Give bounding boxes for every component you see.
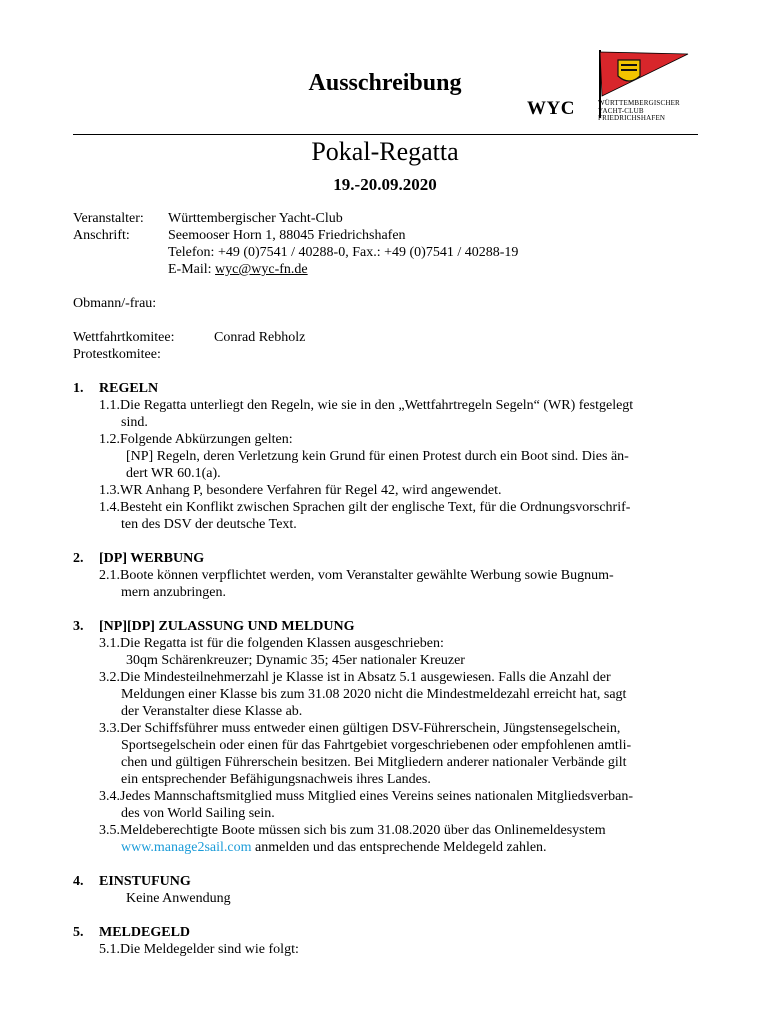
email-link[interactable]: wyc@wyc-fn.de — [215, 262, 308, 277]
section-3-title: [NP][DP] ZULASSUNG UND MELDUNG — [99, 619, 355, 634]
section-3-line: Sportsegelschein oder einen für das Fahrtgebiet vorgeschriebenen oder empfohlenen amtli- — [121, 738, 632, 753]
section-1-title: REGELN — [99, 381, 159, 396]
section-3-line: 3.4.Jedes Mannschaftsmitglied muss Mitglied eines Vereins seines nationalen Mitgliedsverban- — [99, 789, 633, 804]
wettfahrtkomitee-label: Wettfahrtkomitee: — [73, 330, 175, 345]
section-3-number: 3. — [73, 619, 84, 634]
section-1-line: sind. — [121, 415, 148, 430]
section-1-line: 1.2.Folgende Abkürzungen gelten: — [99, 432, 293, 447]
section-2-line: 2.1.Boote können verpflichtet werden, vom Veranstalter gewählte Werbung sowie Bugnum- — [99, 568, 614, 583]
email-label: E-Mail: — [168, 262, 216, 277]
club-fullname-line-1: WÜRTTEMBERGISCHER — [598, 99, 680, 107]
section-4-line: Keine Anwendung — [126, 891, 231, 906]
section-1-line: ten des DSV der deutsche Text. — [121, 517, 297, 532]
section-3-line: des von World Sailing sein. — [121, 806, 275, 821]
section-3-line: Meldungen einer Klasse bis zum 31.08 2020 nicht die Mindestmeldezahl erreicht hat, sagt — [121, 687, 627, 702]
section-3-line: 3.3.Der Schiffsführer muss entweder einen gültigen DSV-Führerschein, Jüngstensegelschein, — [99, 721, 621, 736]
section-3-line: chen und gültigen Führerschein besitzen. Bei Mitgliedern anderer nationaler Verbände gilt — [121, 755, 627, 770]
section-1-line: 1.4.Besteht ein Konflikt zwischen Sprachen gilt der englische Text, für die Ordnungsvorschrif- — [99, 500, 631, 515]
section-3-line-rest: anmelden und das entsprechende Meldegeld zahlen. — [251, 840, 547, 855]
section-4-number: 4. — [73, 874, 84, 889]
email-line — [168, 261, 308, 278]
phone-value: Telefon: +49 (0)7541 / 40288-0, Fax.: +49 (0)7541 / 40288-19 — [168, 245, 519, 260]
address-value: Seemooser Horn 1, 88045 Friedrichshafen — [168, 228, 406, 243]
event-date: 19.-20.09.2020 — [333, 175, 437, 194]
wettfahrtkomitee-value: Conrad Rebholz — [214, 330, 306, 345]
veranstalter-value: Württembergischer Yacht-Club — [168, 211, 343, 226]
section-3-line — [121, 839, 547, 856]
section-3-line: 30qm Schärenkreuzer; Dynamic 35; 45er nationaler Kreuzer — [126, 653, 465, 668]
section-2-title: [DP] WERBUNG — [99, 551, 205, 566]
section-2-line: mern anzubringen. — [121, 585, 226, 600]
veranstalter-label: Veranstalter: — [73, 211, 144, 226]
section-3-line: 3.1.Die Regatta ist für die folgenden Klassen ausgeschrieben: — [99, 636, 444, 651]
club-abbreviation: WYC — [527, 98, 575, 119]
section-1-line: dert WR 60.1(a). — [126, 466, 221, 481]
club-fullname-line-3: FRIEDRICHSHAFEN — [598, 114, 666, 122]
section-1-line: 1.1.Die Regatta unterliegt den Regeln, wie sie in den „Wettfahrtregeln Segeln“ (WR) festgelegt — [99, 398, 634, 413]
event-name: Pokal-Regatta — [311, 137, 459, 166]
section-1-line: 1.3.WR Anhang P, besondere Verfahren für Regel 42, wird angewendet. — [99, 483, 502, 498]
header-divider — [73, 134, 698, 135]
section-1-line: [NP] Regeln, deren Verletzung kein Grund für einen Protest durch ein Boot sind. Dies än- — [126, 449, 629, 464]
club-fullname — [598, 100, 680, 123]
section-3-line: 3.5.Meldeberechtigte Boote müssen sich bis zum 31.08.2020 über das Onlinemeldesystem — [99, 823, 606, 838]
section-3-line: der Veranstalter diese Klasse ab. — [121, 704, 303, 719]
section-5-number: 5. — [73, 925, 84, 940]
club-fullname-line-2: YACHT-CLUB — [598, 106, 644, 115]
document-title: Ausschreibung — [308, 70, 462, 96]
protestkomitee-label: Protestkomitee: — [73, 347, 161, 362]
section-4-title: EINSTUFUNG — [99, 874, 191, 889]
section-3-line: ein entsprechender Befähigungsnachweis ihres Landes. — [121, 772, 431, 787]
anschrift-label: Anschrift: — [73, 228, 130, 243]
section-3-line: 3.2.Die Mindesteilnehmerzahl je Klasse ist in Absatz 5.1 ausgewiesen. Falls die Anzahl der — [99, 670, 611, 685]
section-2-number: 2. — [73, 551, 84, 566]
section-1-number: 1. — [73, 381, 84, 396]
section-5-title: MELDEGELD — [99, 925, 191, 940]
section-5-line: 5.1.Die Meldegelder sind wie folgt: — [99, 942, 299, 957]
manage2sail-link[interactable]: www.manage2sail.com — [121, 840, 252, 855]
obmann-label: Obmann/-frau: — [73, 296, 157, 311]
